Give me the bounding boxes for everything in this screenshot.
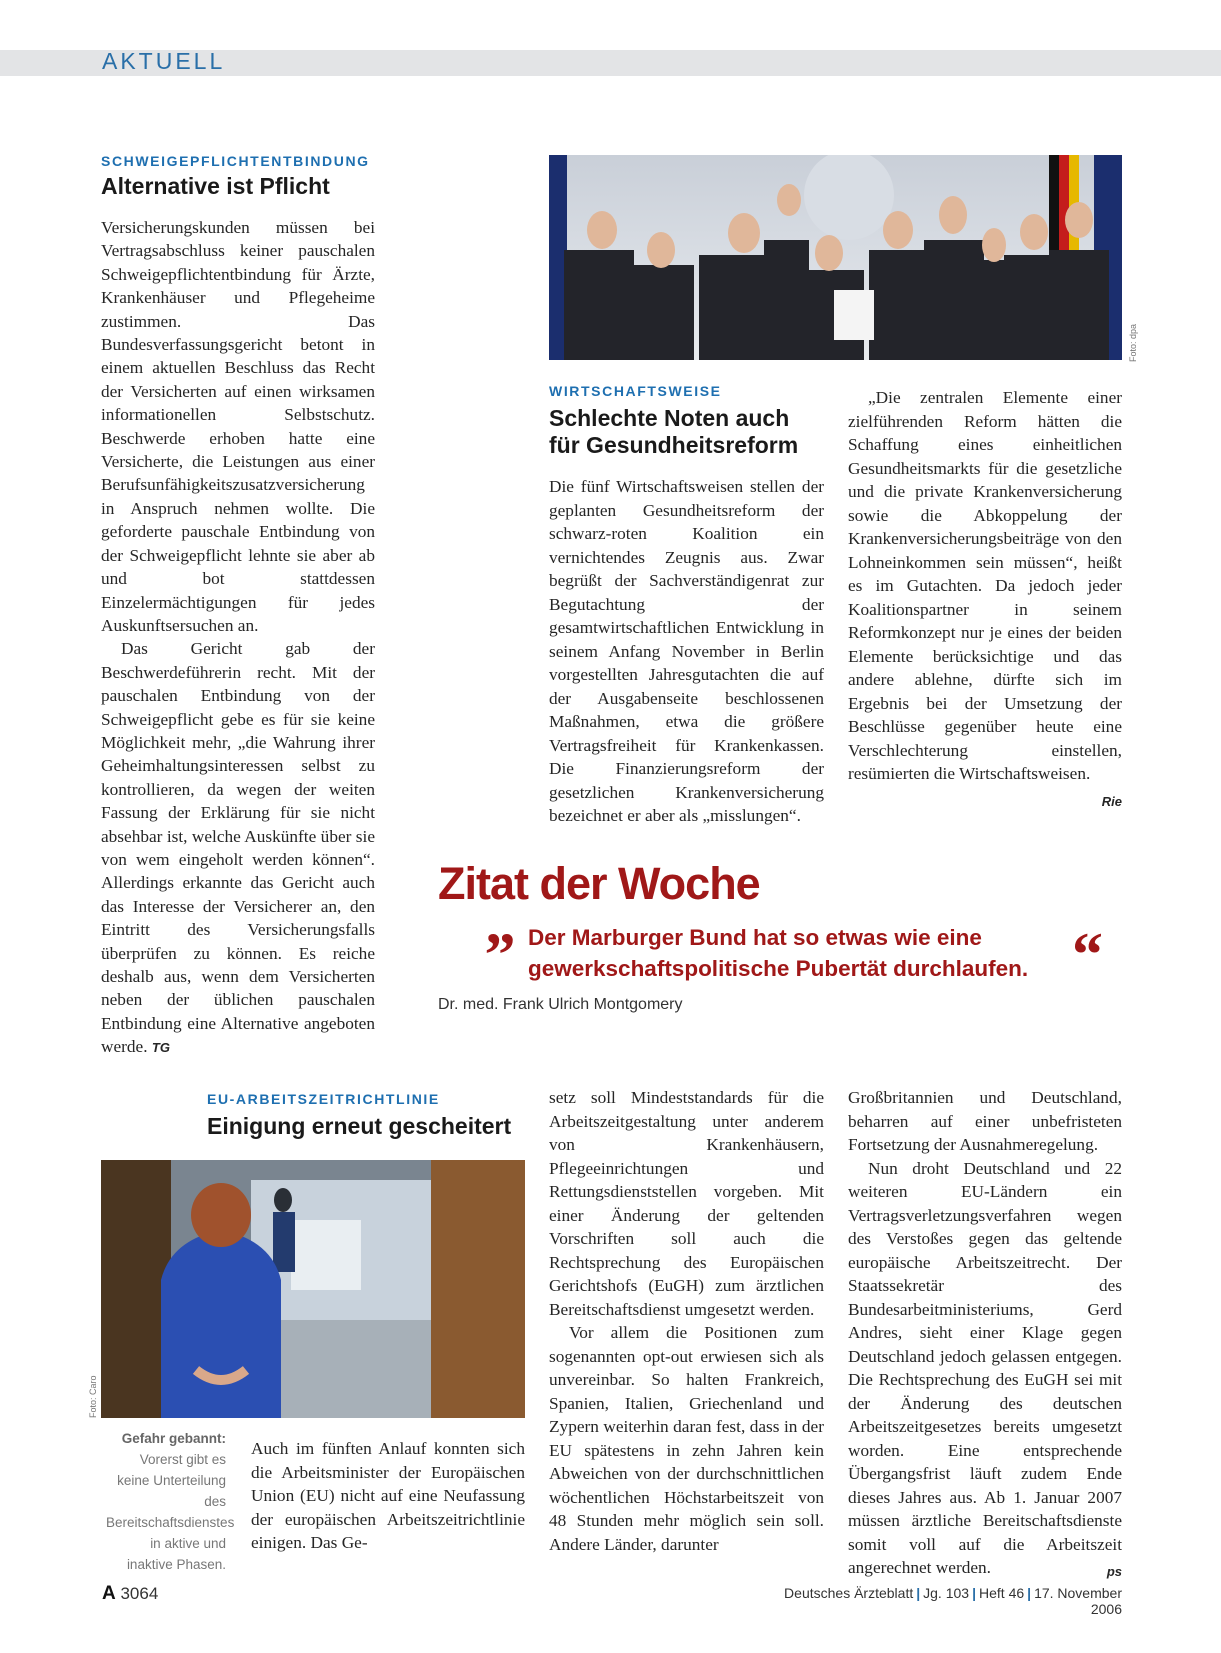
article-body-col2	[549, 1086, 824, 1556]
paragraph: Versicherungskunden müssen bei Vertragsabschluss keiner pauschalen Schweigepflichtentbindung für Ärzte, Krankenhäuser und Pflegeheime zustimmen. Das Bundesverfassungsgericht betont in einem aktuellen Beschluss das Recht der Versicherten auf einen wirksamen informationellen Selbstschutz. Beschwerde erhoben hatte eine Versicherte, die Leistungen aus einer Berufsunfähigkeitszusatzversicherung in Anspruch nehmen wollte. Die geforderte pauschale Entbindung von der Schweigepflicht lehnte sie aber ab und bot stattdessen Einzelermächtigungen für jedes Auskunftsersuchen an.	[101, 218, 375, 635]
photo-caption	[106, 1428, 235, 1575]
journal-issue: Heft 46	[979, 1585, 1025, 1601]
article-arbeitszeit-heading	[207, 1091, 527, 1140]
group-photo-image	[549, 155, 1122, 360]
journal-name: Deutsches Ärzteblatt	[784, 1585, 914, 1601]
paragraph: Auch im fünften Anlauf konnten sich die Arbeitsminister der Europäischen Union (EU) nicht auf eine Neufassung der europäischen Arbeitszeitrichtlinie einigen. Das Ge-	[251, 1439, 525, 1552]
hospital-photo-image	[101, 1160, 525, 1418]
article-headline: Einigung erneut gescheitert	[207, 1113, 512, 1139]
paragraph: Nun droht Deutschland und 22 weiteren EU-Ländern ein Vertragsverletzungsverfahren wegen des Verstoßes gegen das geltende europäische Arbeitszeitrecht. Der Staatssekretär des Bundesarbeitministeriums, Gerd Andres, sieht einer Klage gegen Deutschland jedoch gelassen entgegen. Die Rechtsprechung des EuGH sei mit der Änderung des deutschen Arbeitszeitgesetzes bereits umgesetzt worden. Eine entsprechende Übergangsfrist läuft zudem Ende dieses Jahres aus. Ab 1. Januar 2007 müssen ärztliche Bereitschaftsdienste somit voll auf die Arbeitszeit angerechnet werden. ps	[848, 1157, 1122, 1580]
article-headline: Alternative ist Pflicht	[101, 173, 330, 199]
paragraph: setz soll Mindeststandards für die Arbeitszeitgestaltung unter anderem von Krankenhäusern, Pflegeeinrichtungen und Rettungsdienststellen vorgeben. Mit einer Änderung der geltenden Vorschriften soll auch die Rechtsprechung des Europäischen Gerichtshofs (EuGH) zum ärztlichen Bereitschaftsdienst umgesetzt werden.	[549, 1088, 824, 1319]
article-body-col1	[251, 1437, 525, 1555]
journal-info: Deutsches Ärzteblatt | Jg. 103 | Heft 46 | 17. November 2006	[784, 1585, 1122, 1617]
article-kicker: WIRTSCHAFTSWEISE	[549, 383, 722, 399]
paragraph: Das Gericht gab der Beschwerdeführerin recht. Mit der pauschalen Entbindung von der Schweigepflicht gebe es für sie keine Möglichkeit mehr, „die Wahrung ihrer Geheimhaltungsinteressen selbst zu kontrollieren, da wegen der weiten Fassung der Erklärung für sie nicht absehbar ist, welche Auskünfte über sie von wem eingeholt werden können“. Allerdings erkannte das Gericht auch das Interesse der Versicherer an, den Eintritt des Versicherungsfalls überprüfen zu können. Es reiche deshalb aus, wenn dem Versicherten neben der üblichen pauschalen Entbindung eine Alternative angeboten werde. TG	[101, 639, 375, 1057]
paragraph: Vor allem die Positionen zum sogenannten opt-out erwiesen sich als unvereinbar. So halten Frankreich, Spanien, Italien, Griechenland und Zypern weiterhin daran fest, dass in der EU spätestens in zehn Jahren kein Abweichen von der durchschnittlichen wöchentlichen Höchstarbeitszeit von 48 Stunden mehr möglich sein soll. Andere Länder, darunter	[549, 1323, 824, 1554]
article-wirtschaftsweise	[549, 383, 824, 828]
article-body-col1	[549, 475, 824, 828]
quote-text: Der Marburger Bund hat so etwas wie eine gewerkschaftspolitische Pubertät durchlaufen.	[528, 925, 1029, 981]
close-quote-mark: “	[1072, 921, 1103, 989]
author-signature: TG	[151, 1040, 170, 1056]
photo-credit: Foto: Caro	[88, 1375, 98, 1418]
caption-text: Vorerst gibt es keine Unterteilung des Bereitschaftsdienstes in aktive und inaktive Phasen.	[106, 1452, 235, 1572]
author-signature: Rie	[1101, 793, 1122, 809]
page-number: A 3064	[102, 1583, 159, 1604]
caption-title: Gefahr gebannt:	[121, 1431, 226, 1446]
quote-author: Dr. med. Frank Ulrich Montgomery	[438, 996, 683, 1013]
article-headline: Schlechte Noten auch für Gesundheitsreform	[549, 405, 799, 458]
journal-date: 17. November 2006	[1034, 1585, 1122, 1617]
article-body-col3	[848, 1086, 1122, 1584]
article-body-col2	[848, 386, 1122, 813]
open-quote-mark: „	[485, 889, 516, 957]
article-kicker: EU-ARBEITSZEITRICHTLINIE	[207, 1091, 440, 1107]
paragraph: Die fünf Wirtschaftsweisen stellen der geplanten Gesundheitsreform der schwarz-roten Koalition ein vernichtendes Zeugnis aus. Zwar begrüßt der Sachverständigenrat zur Begutachtung der gesamtwirtschaftlichen Entwicklung in seinem Anfang November in Berlin vorgestellten Jahresgutachten die auf der Ausgabenseite beschlossenen Maßnahmen, etwa die größere Vertragsfreiheit für Krankenkassen. Die Finanzierungsreform der gesetzlichen Krankenversicherung bezeichnet er aber als „misslungen“.	[549, 477, 824, 825]
section-label: AKTUELL	[102, 48, 226, 74]
article-body	[101, 216, 375, 1060]
author-signature: ps	[1106, 1564, 1122, 1579]
article-schweigepflicht	[101, 153, 375, 1060]
paragraph: „Die zentralen Elemente einer zielführenden Reform hätten die Schaffung eines einheitlichen Gesundheitsmarkts für die gesetzliche und die private Krankenversicherung sowie die Abkoppelung der Krankenversicherungsbeiträge von den Lohneinkommen sein müssen“, heißt es im Gutachten. Da jedoch jeder Koalitionspartner in seinem Reformkonzept nur je eines der beiden Elemente berücksichtige und das andere ablehne, dürfte sich im Ergebnis bei der Umsetzung der Beschlüsse gegenüber heute eine Verschlechterung einstellen, resümierten die Wirtschaftsweisen. Rie	[848, 386, 1122, 786]
journal-volume: Jg. 103	[923, 1585, 970, 1601]
paragraph: Großbritannien und Deutschland, beharren auf einer unbefristeten Fortsetzung der Ausnahmeregelung.	[848, 1088, 1122, 1154]
group-photo	[549, 155, 1122, 360]
photo-credit: Foto: dpa	[1128, 323, 1138, 362]
article-kicker: SCHWEIGEPFLICHTENTBINDUNG	[101, 153, 370, 169]
quote-title: Zitat der Woche	[438, 858, 760, 909]
hospital-photo	[101, 1160, 525, 1418]
